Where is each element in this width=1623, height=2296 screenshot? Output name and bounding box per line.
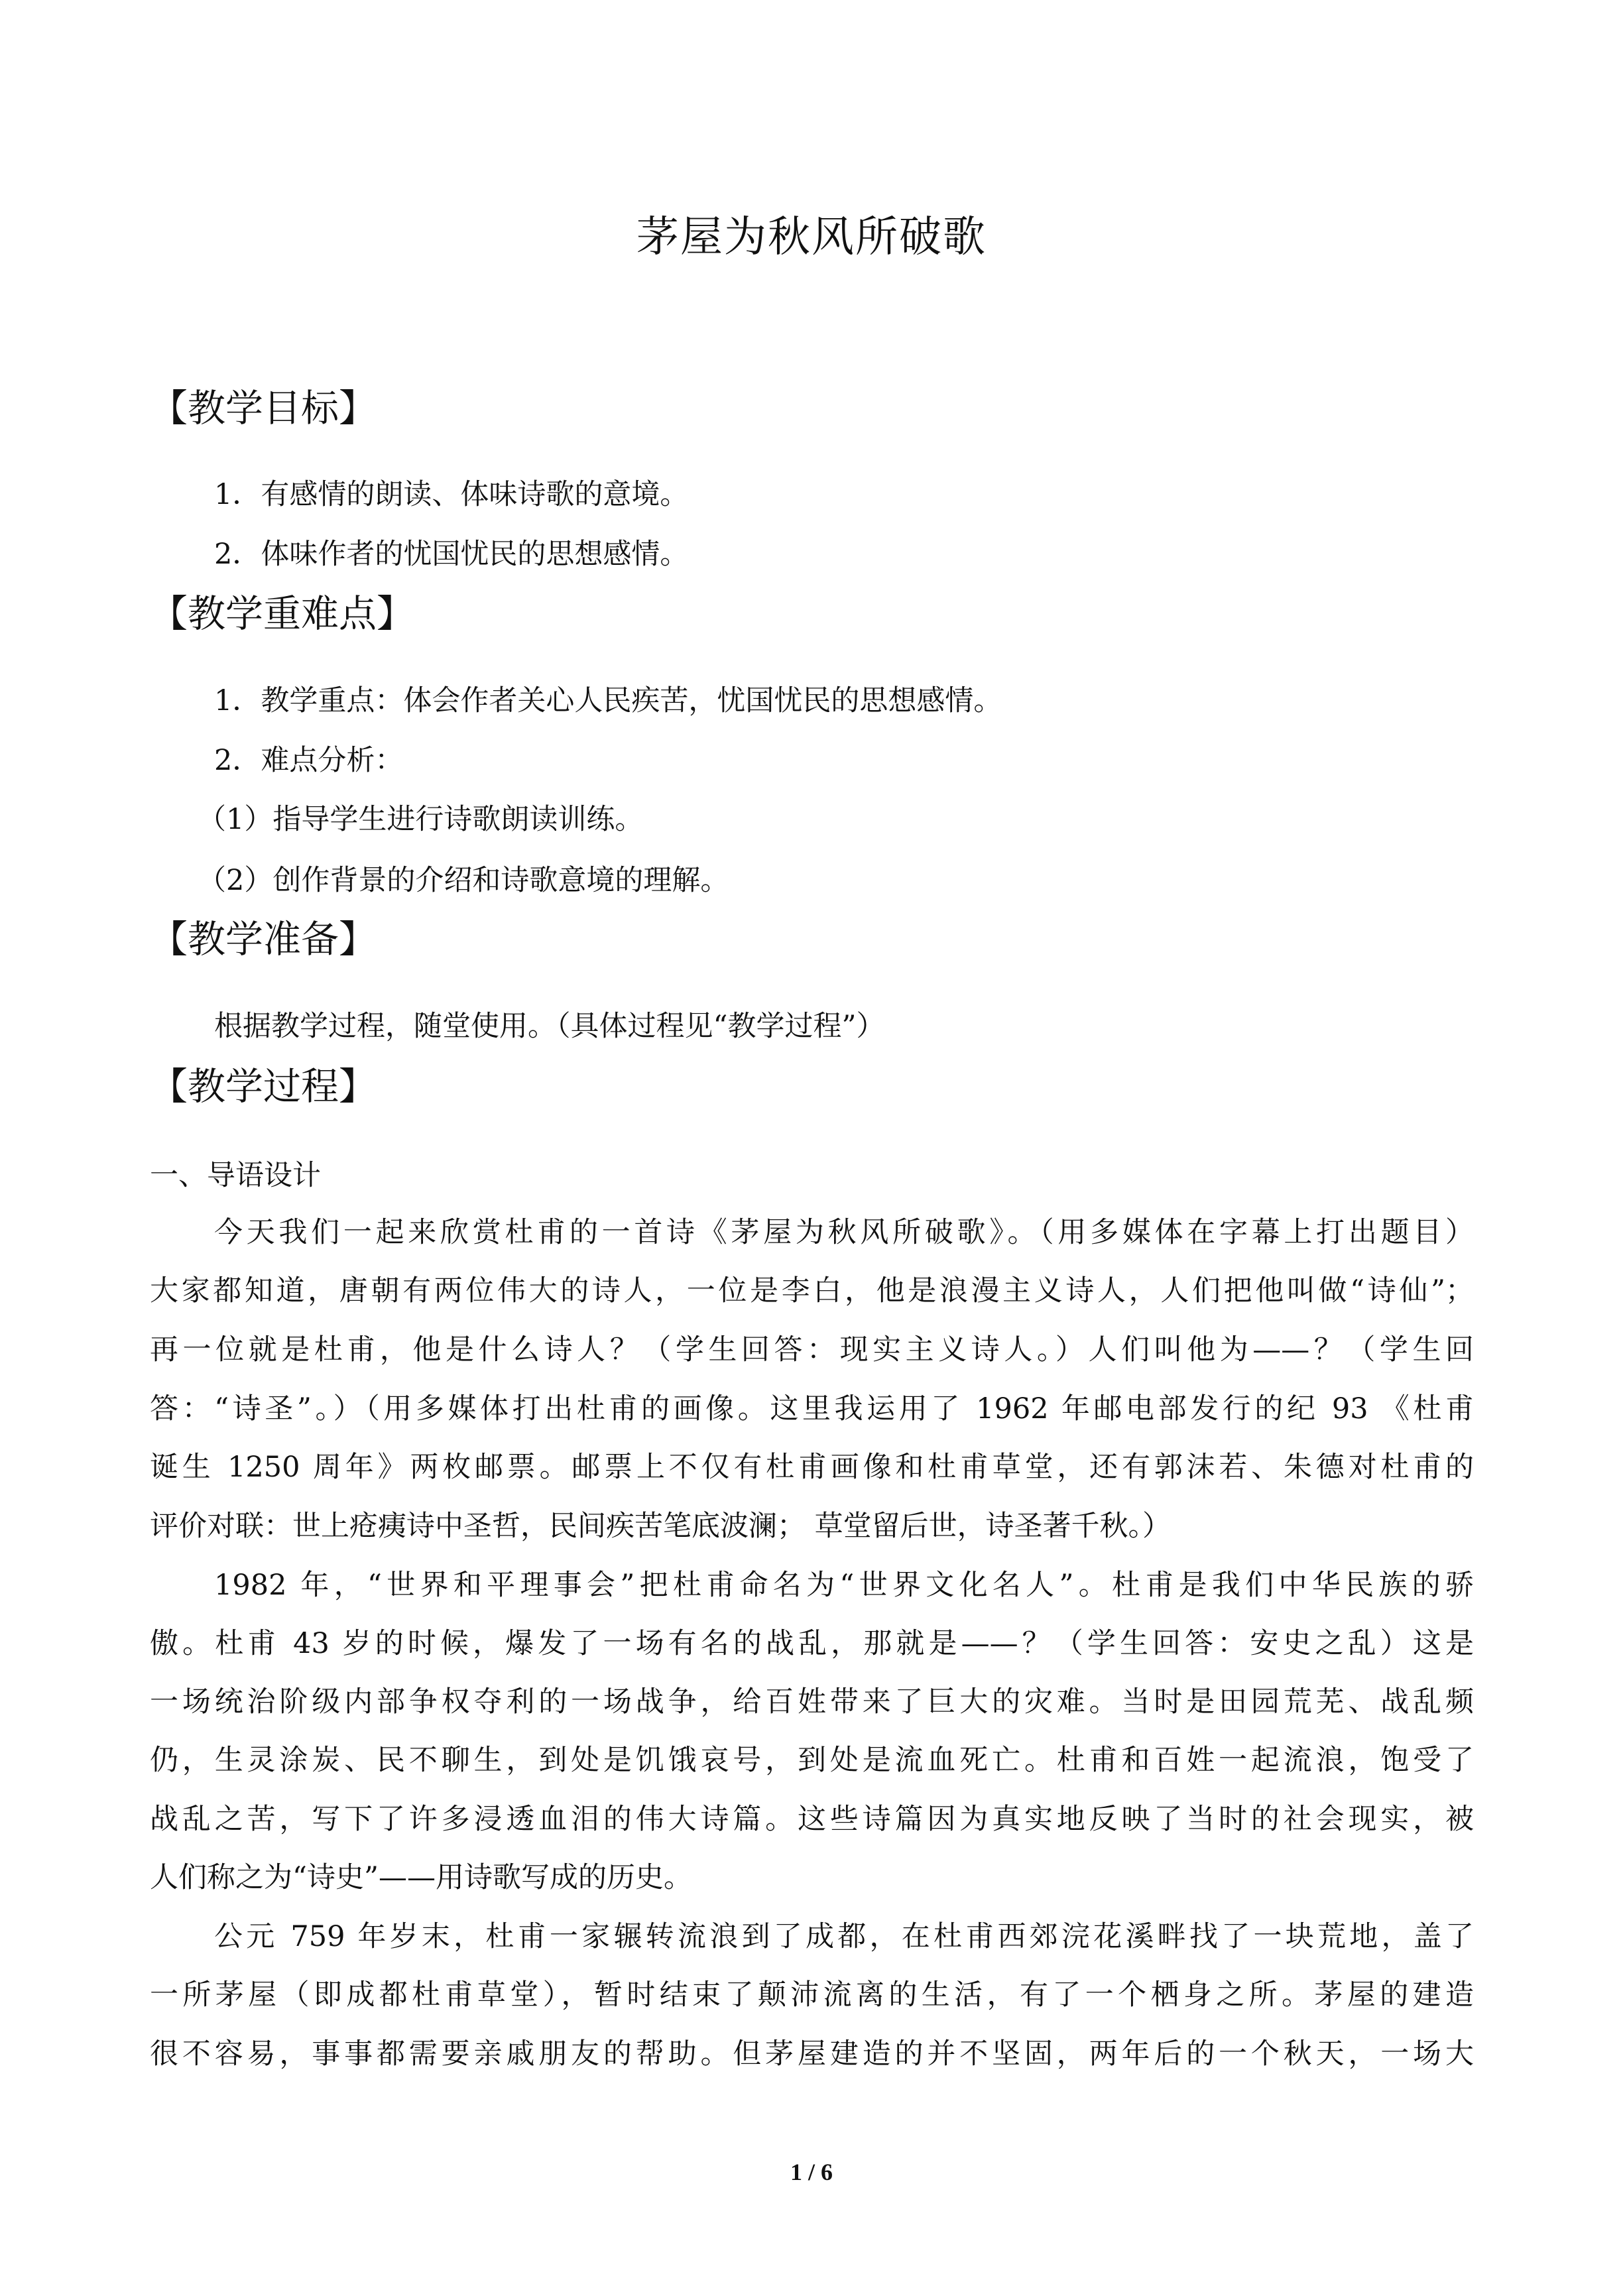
- process-subheading: 一、导语设计: [150, 1159, 321, 1192]
- section-heading-goals: 【教学目标】: [150, 387, 377, 430]
- section-heading-preparation: 【教学准备】: [150, 918, 377, 961]
- paragraph-line: 诞生 1250 周年》两枚邮票。邮票上不仅有杜甫画像和杜甫草堂，还有郭沫若、朱德对杜甫的: [150, 1451, 1474, 1484]
- paragraph-line: 答：“诗圣”。）（用多媒体打出杜甫的画像。这里我运用了 1962 年邮电部发行的纪 93 《杜甫: [150, 1392, 1474, 1425]
- paragraph-line: 大家都知道，唐朝有两位伟大的诗人，一位是李白，他是浪漫主义诗人，人们把他叫做“诗仙”；: [150, 1274, 1474, 1307]
- goal-item: 2．体味作者的忧国忧民的思想感情。: [214, 538, 689, 571]
- paragraph-line: 傲。杜甫 43 岁的时候，爆发了一场有名的战乱，那就是——？（学生回答：安史之乱）这是: [150, 1627, 1474, 1660]
- paragraph-line: 今天我们一起来欣赏杜甫的一首诗《茅屋为秋风所破歌》。（用多媒体在字幕上打出题目）: [214, 1216, 1474, 1249]
- page-number: 1 / 6: [790, 2159, 833, 2185]
- paragraph-line: 再一位就是杜甫，他是什么诗人？（学生回答：现实主义诗人。）人们叫他为——？（学生回: [150, 1333, 1474, 1366]
- preparation-text: 根据教学过程，随堂使用。（具体过程见“教学过程”）: [214, 1010, 885, 1043]
- key-point-item: 1．教学重点：体会作者关心人民疾苦，忧国忧民的思想感情。: [214, 684, 1002, 717]
- section-heading-process: 【教学过程】: [150, 1065, 377, 1109]
- paragraph-line: 一所茅屋（即成都杜甫草堂），暂时结束了颠沛流离的生活，有了一个栖身之所。茅屋的建造: [150, 1978, 1474, 2012]
- paragraph-line: 人们称之为“诗史”——用诗歌写成的历史。: [150, 1861, 692, 1894]
- paragraph-line: 仍，生灵涂炭、民不聊生，到处是饥饿哀号，到处是流血死亡。杜甫和百姓一起流浪，饱受了: [150, 1744, 1474, 1777]
- goal-item: 1．有感情的朗读、体味诗歌的意境。: [214, 478, 689, 511]
- paragraph-line: 评价对联：世上疮痍诗中圣哲，民间疾苦笔底波澜； 草堂留后世，诗圣著千秋。）: [150, 1510, 1172, 1543]
- paragraph-line: 公元 759 年岁末，杜甫一家辗转流浪到了成都，在杜甫西郊浣花溪畔找了一块荒地，盖了: [214, 1920, 1474, 1953]
- paragraph-line: 一场统治阶级内部争权夺利的一场战争，给百姓带来了巨大的灾难。当时是田园荒芜、战乱频: [150, 1685, 1474, 1719]
- key-point-subitem: （2）创作背景的介绍和诗歌意境的理解。: [198, 864, 729, 897]
- key-point-item: 2．难点分析：: [214, 744, 404, 777]
- paragraph-line: 战乱之苦，写下了许多浸透血泪的伟大诗篇。这些诗篇因为真实地反映了当时的社会现实，被: [150, 1803, 1474, 1836]
- paragraph-line: 1982 年，“世界和平理事会”把杜甫命名为“世界文化名人”。杜甫是我们中华民族的骄: [214, 1569, 1474, 1602]
- paragraph-line: 很不容易，事事都需要亲戚朋友的帮助。但茅屋建造的并不坚固，两年后的一个秋天，一场大: [150, 2037, 1474, 2071]
- key-point-subitem: （1）指导学生进行诗歌朗读训练。: [198, 803, 644, 836]
- document-title: 茅屋为秋风所破歌: [636, 213, 987, 262]
- section-heading-key-points: 【教学重难点】: [150, 592, 414, 636]
